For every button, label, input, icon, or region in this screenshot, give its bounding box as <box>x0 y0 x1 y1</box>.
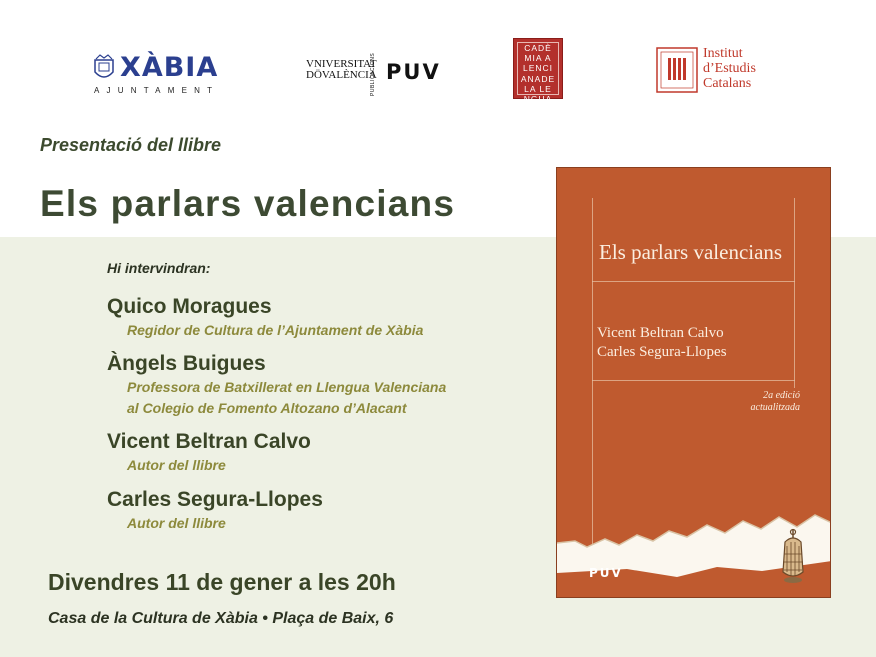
speaker-role: Professora de Batxillerat en Llengua Valenciana <box>127 379 447 395</box>
book-author: Carles Segura-Llopes <box>597 344 727 360</box>
book-edition-line: 2a edició <box>763 390 800 401</box>
speakers-intro: Hi intervindran: <box>107 260 211 276</box>
uv-puv-logo <box>306 48 446 100</box>
xabia-logo-name: XÀBIA <box>120 52 219 83</box>
speaker-role: Autor del llibre <box>127 457 226 473</box>
uv-line-2: DÖVALÈNCIA <box>306 69 377 81</box>
event-title: Els parlars valencians <box>40 183 456 224</box>
speaker-role: al Colegio de Fomento Altozano d’Alacant <box>127 400 407 416</box>
iec-logo-text <box>703 46 756 91</box>
speaker <box>107 351 446 419</box>
avl-line: ANADE <box>520 73 556 84</box>
book-edition-line: actualitzada <box>750 402 800 413</box>
event-kicker: Presentació del llibre <box>40 135 222 155</box>
avl-logo-text <box>514 43 562 104</box>
event-date: Divendres 11 de gener a les 20h <box>48 569 396 595</box>
avl-line: LENCI <box>522 63 554 74</box>
xabia-logo-sub: AJUNTAMENT <box>94 86 220 95</box>
lantern-icon <box>777 528 809 586</box>
book-authors <box>597 324 727 362</box>
avl-line: LA LE <box>524 83 552 94</box>
speaker <box>107 294 423 341</box>
book-edition <box>751 390 800 414</box>
avl-line: MIA A <box>524 53 552 64</box>
speaker-role: Autor del llibre <box>127 515 226 531</box>
speaker <box>107 429 311 476</box>
iec-logo <box>655 46 785 96</box>
speaker-name: Quico Moragues <box>107 295 272 318</box>
cover-rule <box>592 281 795 282</box>
uv-publicacions-label: PUBLICACIONS <box>370 52 376 96</box>
puv-mark: PUV <box>386 60 441 84</box>
book-publisher: PUV <box>589 566 623 580</box>
speaker-name: Carles Segura-Llopes <box>107 488 323 511</box>
book-title: Els parlars valencians <box>599 240 783 264</box>
cover-rule <box>592 380 795 381</box>
speaker <box>107 487 323 534</box>
avl-logo <box>513 38 563 105</box>
book-cover <box>556 167 831 598</box>
xabia-logo <box>92 52 242 98</box>
event-venue: Casa de la Cultura de Xàbia • Plaça de Baix, 6 <box>48 610 394 627</box>
speaker-name: Àngels Buigues <box>107 352 266 375</box>
uv-line-1: VNIVERSITAT <box>306 58 377 70</box>
avl-line: NGUA <box>523 94 553 105</box>
cover-rule <box>592 198 593 548</box>
speaker-role: Regidor de Cultura de l’Ajuntament de Xàbia <box>127 322 424 338</box>
cover-rule <box>794 198 795 388</box>
speaker-name: Vicent Beltran Calvo <box>107 430 311 453</box>
iec-line-3: Catalans <box>703 76 752 91</box>
xabia-crest-icon <box>92 54 116 82</box>
iec-line-2: d’Estudis <box>703 61 756 76</box>
avl-line: CADÈ <box>524 43 552 53</box>
iec-line-1: Institut <box>703 46 743 61</box>
book-author: Vicent Beltran Calvo <box>597 325 724 341</box>
uv-wordmark <box>306 59 377 81</box>
iec-seal-icon <box>655 46 699 94</box>
